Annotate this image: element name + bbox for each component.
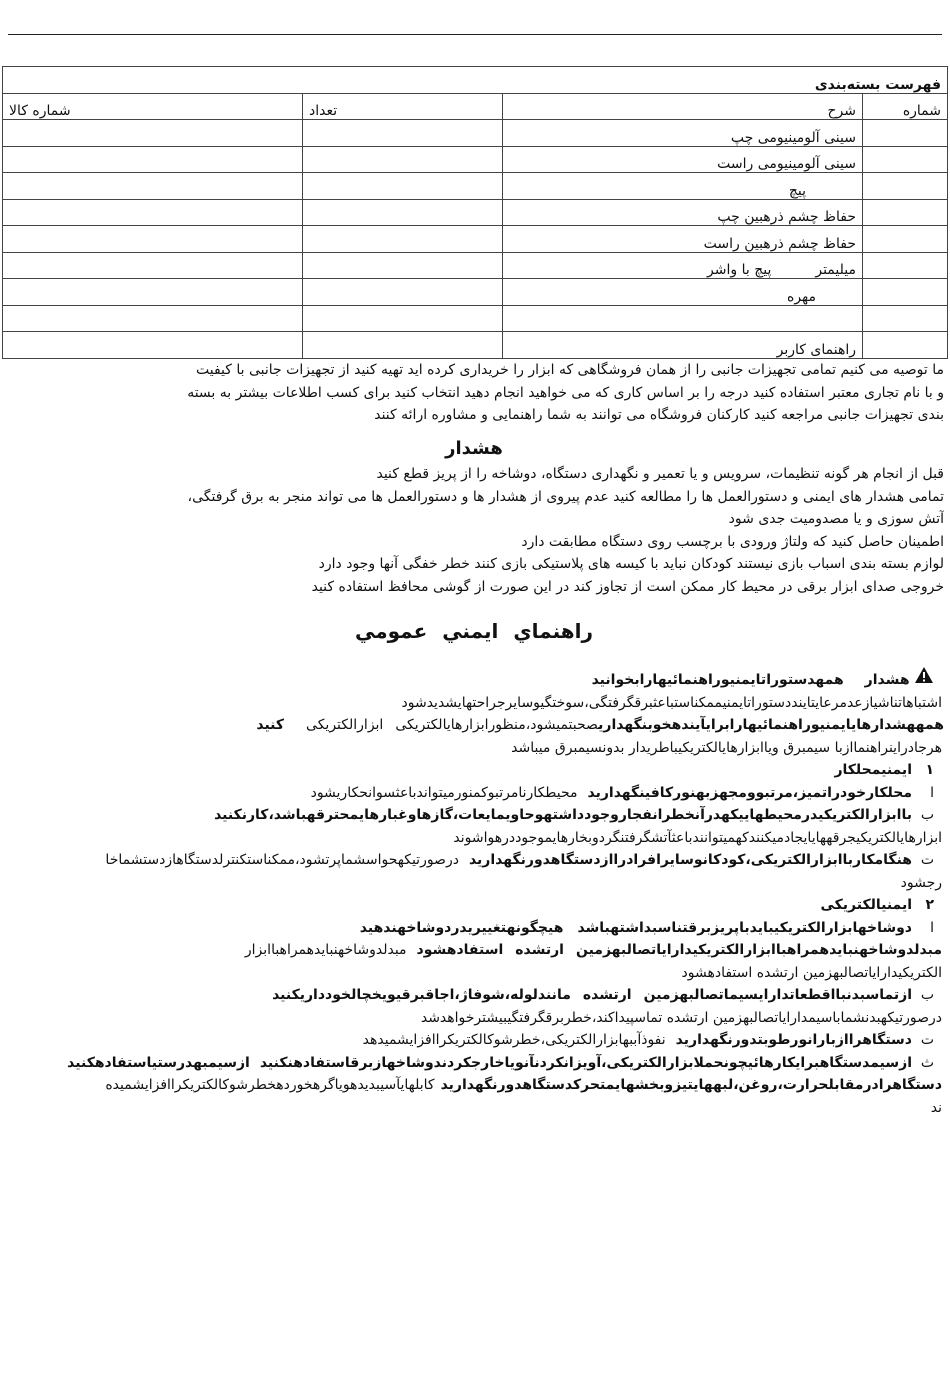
row-description: پیچ bbox=[503, 173, 863, 200]
general-safety-section bbox=[4, 616, 944, 1119]
warning-line: آتش سوزی و یا مصدومیت جدی شود bbox=[728, 511, 944, 527]
header-quantity: تعداد bbox=[303, 93, 503, 120]
warning-line: خروجی صدای ابزار برقی در محیط کار ممکن است از تجاوز کند در این صورت از گوشی محافظ استفاده کنید bbox=[311, 578, 944, 595]
table-header-row bbox=[3, 93, 948, 120]
table-row bbox=[3, 146, 948, 173]
safety-paragraph: همههشدارهایایمنیوراهنمائیهارابرایآیندهخوبنگهداریصحبتمیشود،منظورابزارهایالکتریکیابزارالکتریکیکنید bbox=[256, 717, 944, 733]
row-description: حفاظ چشم ذرهبین راست bbox=[503, 226, 863, 253]
section-heading: ۱ایمنیمحلکار bbox=[834, 762, 934, 778]
table-title-row bbox=[3, 67, 948, 94]
row-description: سینی آلومینیومی راست bbox=[503, 146, 863, 173]
header-item-number: شماره کالا bbox=[3, 93, 303, 120]
warning-line: قبل از انجام هر گونه تنظیمات، سرویس و یا تعمیر و نگهداری دستگاه، دوشاخه را از پریز قطع کنید bbox=[376, 466, 944, 482]
warning-line: تمامی هشدار های ایمنی و دستورالعمل ها را مطالعه کنید عدم پیروی از هشدار ها و دستورالعمل ها می تواند منجر به برق گرفتگی، bbox=[187, 488, 944, 505]
warning-triangle-icon bbox=[914, 666, 934, 684]
table-row bbox=[3, 199, 948, 226]
section-heading: ۲ایمنیالکتریکی bbox=[820, 897, 934, 913]
row-description: میلیمترپیچ با واشر bbox=[503, 252, 863, 279]
table-row bbox=[3, 332, 948, 359]
safety-warning-heading: همهدستوراتایمنیوراهنمائیهارابخوانید bbox=[591, 672, 844, 688]
table-row bbox=[3, 120, 948, 147]
table-row bbox=[3, 173, 948, 200]
row-description: سینی آلومینیومی چپ bbox=[503, 120, 863, 147]
row-description: مهره bbox=[503, 279, 863, 306]
table-row bbox=[3, 305, 948, 332]
warning-heading: هشدار bbox=[445, 438, 503, 459]
top-rule bbox=[8, 34, 942, 35]
list-item: ثازسیمدستگاهبرایکارهائیچونحملابزارالکتریکی،آویزانکردنآنویاخارجکردندوشاخهازبرقاستفادهنکنیدازسیمبهدرستیاستفادهکنید bbox=[67, 1054, 934, 1071]
list-item-continuation: مبدلدوشاخهنبایدهمراهباابزارالکتریکیدارایاتصالبهزمینارتشدهاستفادهشودمبدلدوشاخهنبایدهمراهباابزار bbox=[244, 942, 942, 958]
list-item: تدستگاهراازبارانورطوبتدورنگهداریدنفوذآببهابزارالکتریکی،خطرشوکالکتریکراافزایشمیدهد bbox=[362, 1032, 934, 1048]
list-item-continuation: درصورتیکهبدنشماباسیمدارایاتصالبهزمین ارتشده تماسپیداکند،خطربرقگرفتگیبیشترخواهدشد bbox=[420, 1009, 942, 1026]
table-row bbox=[3, 279, 948, 306]
safety-warning-label: هشدار bbox=[864, 672, 910, 688]
safety-paragraph: هرجادراینراهنماازبا سیمبرق ویاابزارهایالکتریکیباطریدار بدونسیمبرق میباشد bbox=[511, 739, 942, 756]
packing-list-title: فهرست بسته‌بندی bbox=[3, 67, 948, 94]
list-item: امحلکارخودراتمیز،مرتبوومجهزبهنورکافینگهداریدمحیطکارنامرتبوکمنورمیتواندباعثسوانحکاریشود bbox=[310, 784, 934, 801]
list-item: تهنگامکارباابزارالکتریکی،کودکانوسایرافرادراازدستگاهدورنگهداریددرصورتیکهحواسشماپرتشود،ممکناستکنترلدستگاهازدستشماخا bbox=[105, 852, 934, 868]
list-item-continuation: الکتریکیدارایاتصالبهزمین ارتشده استفادهشود bbox=[681, 964, 942, 981]
list-item-continuation: ابزارهایالکتریکیجرقههایایجادمیکنندکهمیتوانندباعثآتشگرفتنگردوبخارهایموجوددرهواشوند bbox=[453, 829, 942, 846]
list-item-continuation: دستگاهرادرمقابلحرارت،روغن،لبههایتیزوبخشهایمتحرکدستگاهدورنگهداریدکابلهایآسیبدیدهویاگرهخوردهخطرشوکالکتریکراافزایشمیده bbox=[105, 1077, 942, 1093]
row-description bbox=[503, 305, 863, 332]
table-row bbox=[3, 226, 948, 253]
safety-paragraph: اشتباهاتناشیازعدمرعایتاینددستوراتایمنیممکناستباعثبرقگرفتگی،سوختگیوسایرجراحتهایشدیدشود bbox=[401, 694, 942, 711]
warning-section bbox=[4, 436, 944, 598]
header-number: شماره bbox=[863, 93, 948, 120]
table-row bbox=[3, 252, 948, 279]
row-description: حفاظ چشم ذرهبین چپ bbox=[503, 199, 863, 226]
list-item: ادوشاخهابزارالکتریکیبایدباپریزبرقتناسبداشتهباشدهیچگونهتغییریدردوشاخهندهید bbox=[359, 919, 934, 936]
list-item-continuation: ند bbox=[930, 1099, 942, 1116]
intro-line: ما توصیه می کنیم تمامی تجهیزات جانبی را از همان فروشگاهی که ابزار را خریداری کرده اید تهیه کنید از تجهیزات جانبی با کیفیت bbox=[195, 362, 944, 378]
intro-paragraph bbox=[4, 359, 944, 427]
row-description: راهنمای کاربر bbox=[503, 332, 863, 359]
warning-line: اطمینان حاصل کنید که ولتاژ ورودی با برچسب روی دستگاه مطابقت دارد bbox=[521, 533, 944, 550]
safety-warning-row bbox=[4, 666, 944, 692]
list-item-continuation: رجشود bbox=[900, 874, 942, 891]
header-description: شرح bbox=[503, 93, 863, 120]
safety-heading: راهنماي ايمني عمومي bbox=[355, 619, 593, 643]
list-item: بباابزارالکتریکیدرمحیطهاییکهدرآنخطرانفجاروجودداشتهوحاویمایعات،گازهاوغبارهایمحترقهباشد،کارنکنید bbox=[214, 807, 934, 823]
list-item: بازتماسبدنبااقطعاتدارایسیماتصالبهزمینارتشدهمانندلوله،شوفاژ،اجاقبرقیویخچالخودداریکنید bbox=[272, 987, 934, 1003]
packing-list-table bbox=[2, 66, 948, 359]
intro-line: و با نام تجاری معتبر استفاده کنید درجه را بر اساس کاری که می خواهید انجام دهید انتخاب کنید برای کسب اطلاعات بیشتر به بسته bbox=[187, 384, 944, 401]
intro-line: بندی تجهیزات جانبی مراجعه کنید کارکنان فروشگاه می توانند به شما راهنمایی و مشاوره ارائه کنند bbox=[374, 407, 944, 423]
warning-line: لوازم بسته بندی اسباب بازی نیستند کودکان نباید با کیسه های پلاستیکی بازی کنند خطر خفگی آنها وجود دارد bbox=[318, 556, 944, 572]
